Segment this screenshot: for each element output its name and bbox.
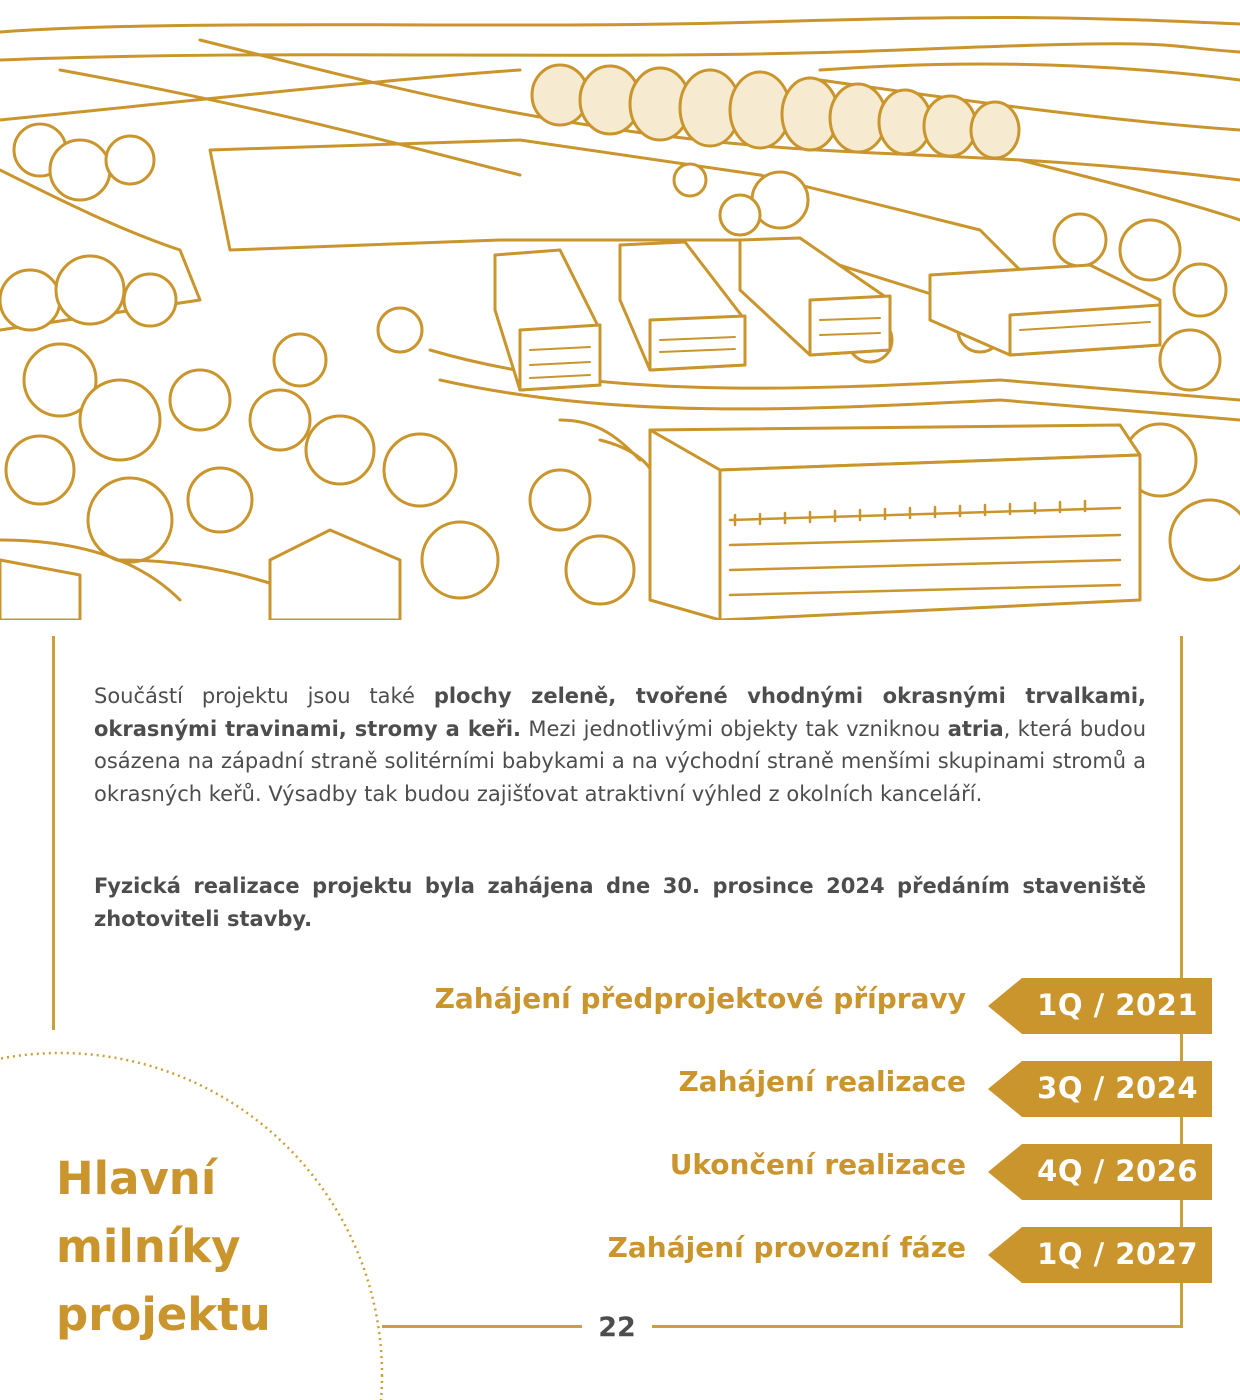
milestone-label: Zahájení předprojektové přípravy (434, 982, 966, 1015)
milestone-label: Zahájení realizace (678, 1065, 966, 1098)
section-title-line: milníky (56, 1220, 241, 1273)
frame-line-bottom-left (382, 1325, 582, 1328)
page-number: 22 (598, 1312, 636, 1343)
milestone-label: Zahájení provozní fáze (607, 1231, 966, 1264)
milestone-date: 1Q / 2021 (1037, 988, 1198, 1022)
realization-note: Fyzická realizace projektu byla zahájena dne 30. prosince 2024 předáním staveniště zhotoviteli stavby. (94, 874, 1146, 931)
section-title-line: projektu (56, 1288, 271, 1341)
frame-line-bottom-right (652, 1325, 1183, 1328)
intro-text-3: , která budou osázena na západní straně solitérními babykami a na východní straně menšími skupinami stromů a okrasných keřů. Výsadby tak budou zajišťovat atraktivní výhled z okolních kanceláří. (94, 716, 1146, 806)
section-title (56, 1145, 271, 1349)
milestone-row (300, 1061, 1212, 1117)
milestone-date: 3Q / 2024 (1037, 1071, 1198, 1105)
intro-text-1: Součástí projektu jsou také (94, 684, 434, 708)
milestone-label: Ukončení realizace (669, 1148, 966, 1181)
milestone-row (300, 1144, 1212, 1200)
milestone-row (300, 1227, 1212, 1283)
intro-text-2: Mezi jednotlivými objekty tak vzniknou (521, 716, 948, 741)
section-title-line: Hlavní (56, 1152, 217, 1205)
milestone-row (300, 978, 1212, 1034)
campus-illustration (0, 0, 1240, 620)
milestone-date: 1Q / 2027 (1037, 1237, 1198, 1271)
intro-bold-1: plochy zeleně, tvořené vhodnými okrasnými trvalkami, okrasnými travinami, stromy a keři. (94, 684, 1146, 741)
intro-paragraph (94, 680, 1146, 810)
intro-bold-2: atria (947, 716, 1004, 741)
milestone-date: 4Q / 2026 (1037, 1154, 1198, 1188)
frame-line-left (52, 636, 55, 1030)
